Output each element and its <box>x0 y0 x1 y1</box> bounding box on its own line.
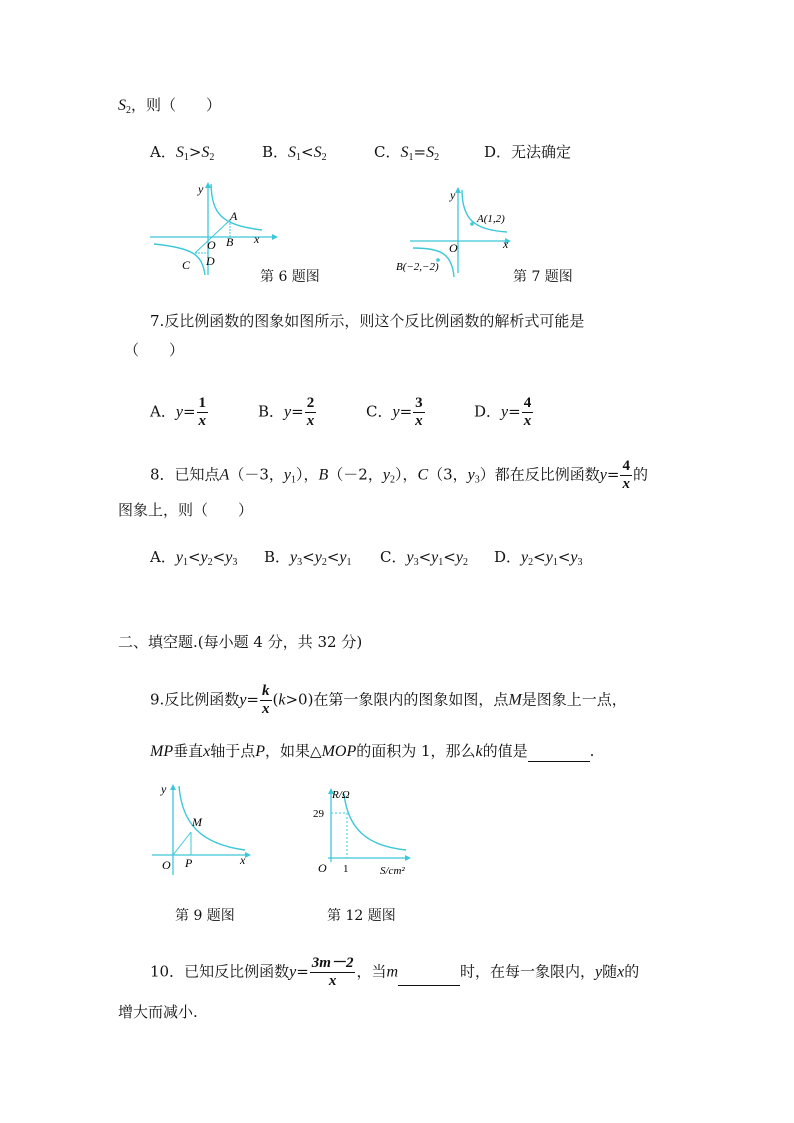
q10-answer-blank[interactable] <box>398 959 460 986</box>
q9-answer-blank[interactable] <box>528 741 590 762</box>
q10-line1: 10．已知反比例函数y= $\frac{3m-2}{x}$ ，当m 时，在每一象限内，y随x的 <box>150 955 640 989</box>
fig7-curve-q1 <box>462 190 507 232</box>
fig7-label-y: y <box>450 188 456 202</box>
fig12-label-s: S/cm² <box>380 865 405 877</box>
fig6-label-d: D <box>206 254 215 268</box>
fig6-label-o: O <box>207 238 216 252</box>
q7-text: 7.反比例函数的图象如图所示，则这个反比例函数的解析式可能是 <box>150 312 585 330</box>
fig9-segment-om <box>173 832 191 855</box>
fig6-label-y: y <box>198 182 204 196</box>
fig9-label-o: O <box>162 858 171 872</box>
q8-option-c[interactable]: C．$y_3<y_1<y_2$ <box>380 548 468 568</box>
q10-line2: 增大而减小. <box>118 1003 198 1021</box>
fig9-label-p: P <box>185 856 193 870</box>
q6-option-b[interactable]: B．$S_1<S_2$ <box>262 143 327 163</box>
fig6-label-b: B <box>226 235 234 249</box>
q6-option-a[interactable]: A．$S_1>S_2$ <box>150 143 215 163</box>
fig6-caption: 第 6 题图 <box>260 269 320 285</box>
fig6-curve-q1 <box>211 184 262 230</box>
figure-6 <box>150 180 280 280</box>
fig12-label-o: O <box>318 861 327 875</box>
fig6-curve-q3 <box>154 244 205 275</box>
q9-line2: MP垂直x轴于点P，如果△MOP的面积为 1，那么k的值是 . <box>150 742 595 760</box>
fig12-curve <box>344 794 406 850</box>
fig7-label-x: x <box>503 237 509 251</box>
fig6-label-c: C <box>182 258 191 272</box>
q7-option-c[interactable]: C．y= $\frac{3}{x}$ <box>366 395 423 429</box>
q8-option-b[interactable]: B．$y_3<y_2<y_1$ <box>264 548 352 568</box>
fig9-label-x: x <box>240 853 246 867</box>
fig7-label-a: A(1,2) <box>477 213 505 225</box>
q6-option-c[interactable]: C．$S_1=S_2$ <box>374 143 440 163</box>
q7-option-d[interactable]: D．y= $\frac{4}{x}$ <box>474 395 532 429</box>
fig7-point-a <box>470 222 474 226</box>
fig6-label-x: x <box>254 232 260 246</box>
fig9-label-y: y <box>161 782 167 796</box>
q7-paren: （ ） <box>124 341 185 359</box>
q8-option-d[interactable]: D．$y_2<y_1<y_3$ <box>494 548 583 568</box>
fig7-label-b: B(−2,−2) <box>396 261 439 273</box>
figure-7 <box>395 185 525 280</box>
fig6-label-a: A <box>230 209 238 223</box>
fig12-label-r: R/Ω <box>332 789 350 801</box>
q6-tail: $S_2$，则（ ） <box>118 96 222 116</box>
fig9-label-m: M <box>192 815 202 829</box>
figure-12 <box>308 780 428 880</box>
fig7-caption: 第 7 题图 <box>513 269 573 285</box>
section-2-title: 二、填空题.(每小题 4 分，共 32 分) <box>118 633 363 651</box>
fig12-label-29: 29 <box>313 808 324 820</box>
fig7-label-o: O <box>449 241 458 255</box>
q8-line2: 图象上，则（ ） <box>118 501 254 519</box>
q9-line1: 9.反比例函数y= $\frac{k}{x}$ (k>0)在第一象限内的图象如图，点M是图象上一点， <box>150 683 627 717</box>
fig12-label-1: 1 <box>343 863 349 875</box>
fig12-caption: 第 12 题图 <box>327 908 396 924</box>
fig9-caption: 第 9 题图 <box>175 908 235 924</box>
fig9-curve <box>179 786 245 850</box>
q8-option-a[interactable]: A．$y_1<y_2<y_3$ <box>150 548 238 568</box>
q8-text: 8．已知点A（－3，$y_1$），B（－2，$y_2$），C（3，$y_3$）都在反比例函数y= $\frac{4}{x}$ 的 <box>150 458 648 492</box>
q6-option-d[interactable]: D．无法确定 <box>484 143 572 161</box>
q7-option-a[interactable]: A．y= $\frac{1}{x}$ <box>150 395 207 429</box>
figure-9 <box>150 778 260 878</box>
q7-option-b[interactable]: B．y= $\frac{2}{x}$ <box>258 395 315 429</box>
